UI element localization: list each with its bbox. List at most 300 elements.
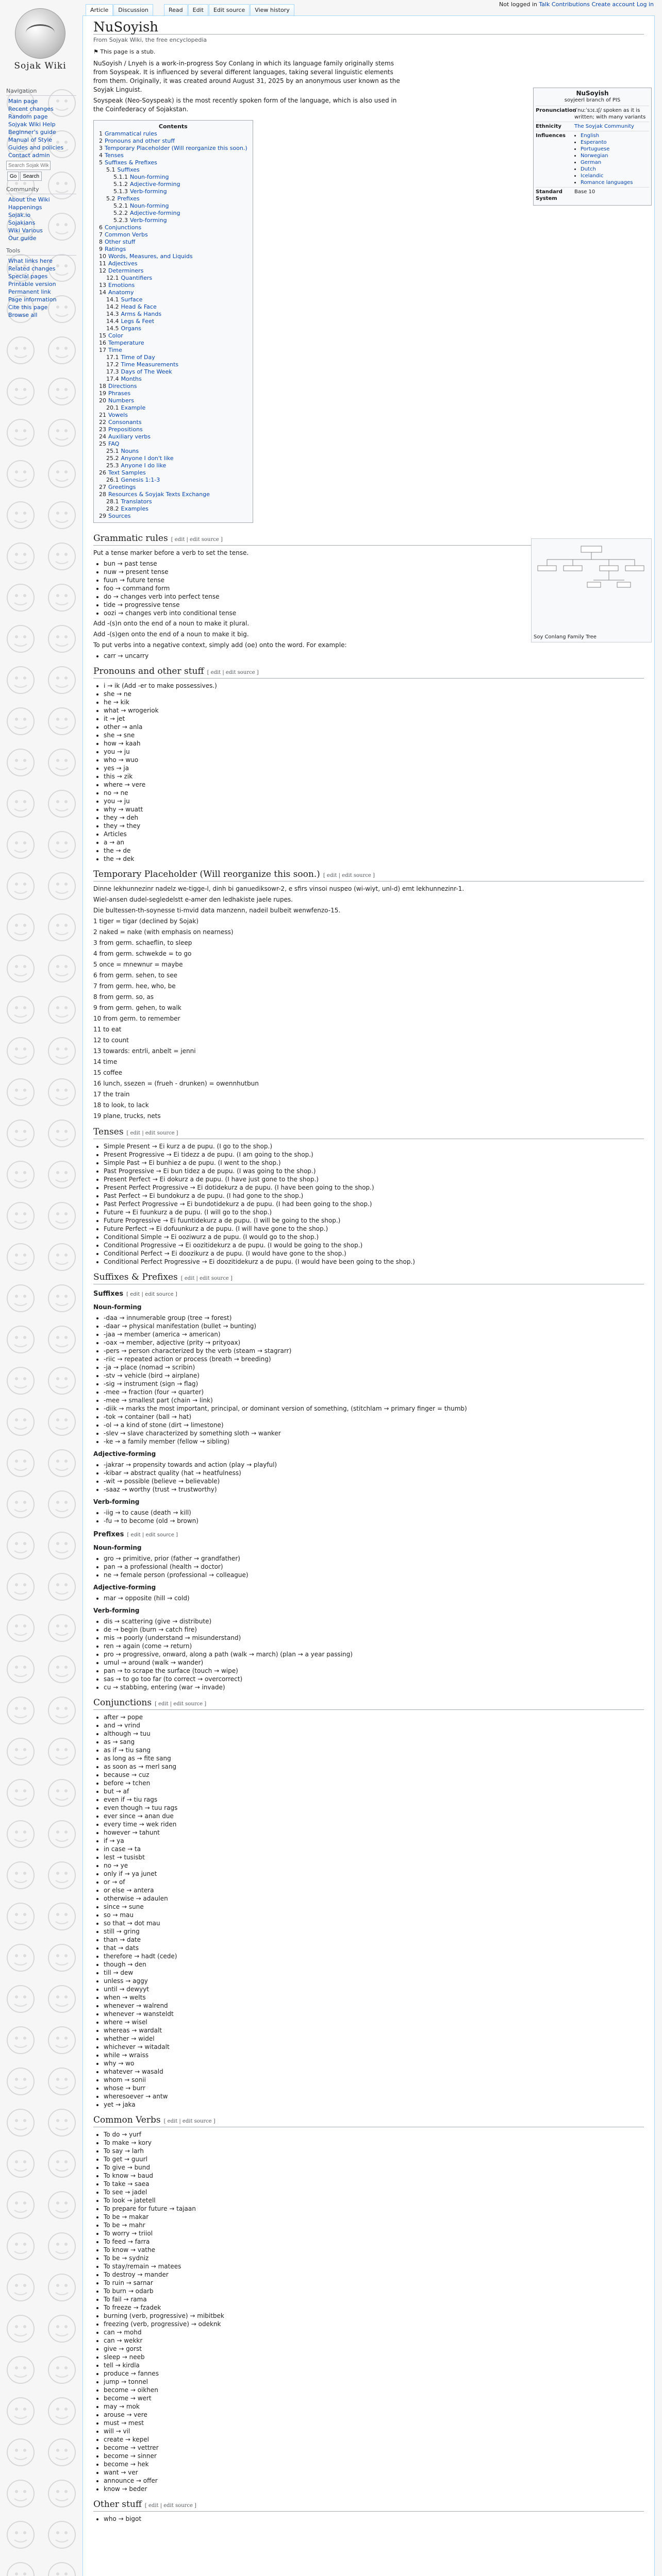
toc-item[interactable] (99, 181, 247, 188)
toc-link[interactable]: Verb-forming (130, 188, 167, 195)
prefix-verb-forming-heading: Verb-forming (93, 1607, 140, 1614)
toc-link[interactable]: Common Verbs (105, 231, 148, 238)
not-logged-in-text: Not logged in (499, 1, 537, 8)
tab-edit-source[interactable]: Edit source (209, 4, 250, 15)
placeholder-line: 13 towards: entrli, anbelt = jenni (93, 1047, 196, 1055)
toc-number: 26.1 (106, 477, 119, 483)
list-item: • how → kaah (104, 739, 644, 748)
list-item: • the → de (104, 846, 644, 855)
infobox-row: Pronunciation /ˈnuːˈsɔɪ.ɪʃ/ spoken as it is written; with many variants (536, 106, 649, 122)
toc-item[interactable] (99, 498, 247, 505)
contributions-link[interactable]: Contributions (551, 1, 590, 8)
toc-link[interactable]: Time (108, 347, 122, 353)
grammar-intro: Put a tense marker before a verb to set the tense. (93, 549, 249, 556)
toc-link[interactable]: Sources (108, 513, 131, 519)
search-input[interactable] (6, 161, 51, 170)
toc-link[interactable]: Head & Face (121, 303, 157, 310)
list-item: • bun → past tense (104, 560, 644, 568)
toc-item[interactable] (99, 152, 247, 159)
placeholder-line: 15 coffee (93, 1069, 123, 1076)
placeholder-line: 14 time (93, 1058, 118, 1065)
toc-link[interactable]: Anyone I do like (121, 462, 167, 469)
toc-link[interactable]: Prefixes (117, 195, 140, 202)
search-button[interactable]: Search (20, 172, 42, 181)
infobox-row: Influences • English • Esperanto • Portuguese • Norwegian • German • Dutch • Icelandic • Romance languages (536, 131, 649, 187)
create-account-link[interactable]: Create account (591, 1, 635, 8)
placeholder-paras (93, 885, 644, 1121)
toc-item[interactable] (99, 260, 247, 267)
list-item: • or else → antera (104, 1886, 644, 1894)
list-item: • will → vil (104, 2427, 644, 2435)
sidebar-item-guides[interactable]: Guides and policies (8, 144, 64, 151)
toc-item[interactable] (99, 426, 247, 433)
list-item: • -iig → to cause (death → kill) (104, 1509, 644, 1517)
toc-item[interactable] (99, 513, 247, 520)
toc-item[interactable] (99, 368, 247, 376)
list-item: • -slev → slave characterized by something sloth → wanker (104, 1429, 644, 1437)
list-item: • To ruin → sarnar (104, 2279, 644, 2287)
list-item: • if → ya (104, 1837, 644, 1845)
toc-item[interactable] (99, 440, 247, 448)
edit-link[interactable]: [ edit | edit source ] (323, 873, 375, 878)
list-item: • Present Perfect → Ei dokurz a de pupu. (I have just gone to the shop.) (104, 1175, 644, 1183)
toc-item[interactable] (99, 246, 247, 253)
toc-item[interactable] (99, 217, 247, 224)
sidebar-item-our-guide[interactable]: Our guide (8, 235, 37, 242)
toc-item[interactable] (99, 311, 247, 318)
toc-link[interactable]: Numbers (108, 397, 134, 404)
tab-article[interactable]: Article (86, 4, 113, 15)
ethnicity-link[interactable]: The Soyjak Community (574, 124, 634, 129)
toc-item[interactable] (99, 397, 247, 404)
sidebar-item-special-pages[interactable]: Special pages (8, 273, 48, 280)
edit-link[interactable]: [ edit | edit source ] (126, 1292, 177, 1297)
stub-icon: ⚑ (93, 48, 101, 55)
sidebar-item-manual-of-style[interactable]: Manual of Style (8, 137, 53, 143)
toc-item[interactable] (99, 455, 247, 462)
toc-number: 22 (99, 419, 106, 426)
grammar-example-list (93, 652, 644, 660)
toc-link[interactable]: Other stuff (105, 239, 136, 245)
toc-item[interactable] (99, 318, 247, 325)
tenses-list (93, 1142, 644, 1266)
toc-item[interactable] (99, 130, 247, 138)
list-item: • than → date (104, 1936, 644, 1944)
toc-link[interactable]: Translators (121, 498, 152, 505)
toc-link[interactable]: Time of Day (121, 354, 155, 361)
influence-link[interactable]: Esperanto (581, 140, 607, 145)
list-item: • Simple Present → Ei kurz a de pupu. (I go to the shop.) (104, 1142, 644, 1150)
influence-link[interactable]: Norwegian (581, 153, 608, 159)
toc-item[interactable] (99, 303, 247, 311)
list-item: • To say → larh (104, 2147, 644, 2155)
section-conjunctions-heading: Conjunctions [ edit | edit source ] (93, 1699, 644, 1710)
toc-link[interactable]: Genesis 1:1-3 (121, 477, 160, 483)
list-item: • whenever → walrend (104, 2002, 644, 2010)
toc-item[interactable] (99, 239, 247, 246)
sidebar-item-sojakians[interactable]: Sojakians (8, 219, 36, 226)
list-item: • know → beder (104, 2485, 644, 2493)
toc-link[interactable]: Temporary Placeholder (Will reorganize this soon.) (105, 145, 247, 151)
toc-item[interactable] (99, 505, 247, 513)
list-item: • do → changes verb into perfect tense (104, 592, 644, 601)
list-item: • -mee → fraction (four → quarter) (104, 1388, 644, 1396)
prefix-noun-list (93, 1554, 644, 1579)
toc-item[interactable] (99, 202, 247, 210)
toc-item[interactable] (99, 354, 247, 361)
toc-link[interactable]: Examples (121, 505, 148, 512)
toc-link[interactable]: Organs (121, 325, 141, 332)
toc-item[interactable] (99, 390, 247, 397)
list-item: • -fu → to become (old → brown) (104, 1517, 644, 1525)
toc-link[interactable]: Prepositions (108, 426, 143, 433)
placeholder-line: 3 from germ. schaeflin, to sleep (93, 939, 192, 946)
list-item: • -diik → marks the most important, principal, or dominant version of something, (stitchlam → primary finger = thumb) (104, 1404, 644, 1413)
list-item: • in case → ta (104, 1845, 644, 1853)
toc-item[interactable] (99, 412, 247, 419)
log-in-link[interactable]: Log in (636, 1, 654, 8)
toc-item[interactable] (99, 469, 247, 477)
toc-number: 12.1 (106, 275, 119, 281)
toc-item[interactable] (99, 231, 247, 239)
toc-item[interactable] (99, 361, 247, 368)
toc-link[interactable]: Surface (121, 296, 143, 303)
list-item: • Present Perfect Progressive → Ei dotidekurz a de pupu. (I have been going to the shop.) (104, 1183, 644, 1192)
pronouns-list (93, 682, 644, 863)
toc-link[interactable]: Greetings (108, 484, 136, 490)
sidebar-item-contact[interactable]: Contact admin (8, 152, 50, 159)
sidebar-item-what-links-here[interactable]: What links here (8, 258, 53, 264)
toc-link[interactable]: Emotions (108, 282, 135, 289)
toc-link[interactable]: Conjunctions (105, 224, 142, 231)
list-item: • you → ju (104, 748, 644, 756)
list-item: • To fail → rama (104, 2295, 644, 2303)
placeholder-line: Dinne lekhunnezinr nadelz we-tigge-l, dinh bi ganuediksowr-2, e sfirs vinsoi nuspeo (wi-wiyt, unl-d) emt lekhunnezinr-1. (93, 885, 465, 892)
toc-link[interactable]: Legs & Feet (121, 318, 155, 325)
toc-item[interactable] (99, 347, 247, 354)
toc-link[interactable]: Days of The Week (121, 368, 172, 375)
toc-link[interactable]: Words, Measures, and Liquids (108, 253, 193, 260)
list-item: • To freeze → fzadek (104, 2303, 644, 2312)
influence-link[interactable]: English (581, 133, 600, 139)
toc-item[interactable] (99, 325, 247, 332)
edit-link[interactable]: [ edit | edit source ] (155, 1701, 207, 1707)
sidebar-item-random-page[interactable]: Random page (8, 113, 48, 120)
toc-link[interactable]: Adjectives (108, 260, 138, 267)
view-tabs (164, 4, 295, 15)
list-item: • To be → makar (104, 2213, 644, 2221)
list-item: • -riic → repeated action or process (breath → breeding) (104, 1355, 644, 1363)
list-item: • until → dewyyt (104, 1985, 644, 1993)
edit-link[interactable]: [ edit | edit source ] (180, 1276, 233, 1281)
tab-read[interactable]: Read (164, 4, 188, 15)
influence-link[interactable]: German (581, 160, 602, 165)
toc-link[interactable]: FAQ (108, 440, 120, 447)
toc-link[interactable]: Time Measurements (121, 361, 179, 368)
list-item: • Future Progressive → Ei fuuntidekurz a de pupu. (I will be going to the shop.) (104, 1216, 644, 1225)
verb-forming-heading: Verb-forming (93, 1498, 140, 1505)
influence-link[interactable]: Icelandic (581, 173, 604, 179)
toc-item[interactable] (99, 404, 247, 412)
toc-item[interactable] (99, 477, 247, 484)
list-item: • Future → Ei fuunkurz a de pupu. (I will go to the shop.) (104, 1208, 644, 1216)
list-item: • lest → tusisbt (104, 1853, 644, 1861)
list-item: • so → mau (104, 1911, 644, 1919)
toc-item[interactable] (99, 166, 247, 174)
sidebar-item-sojak-io[interactable]: Sojak.io (8, 212, 31, 218)
sidebar-item-beginners-guide[interactable]: Beginner's guide (8, 129, 56, 135)
list-item: • freezing (verb, progressive) → odeknk (104, 2320, 644, 2328)
toc-number: 20 (99, 397, 106, 404)
toc-link[interactable]: Noun-forming (130, 202, 169, 209)
toc-item[interactable] (99, 138, 247, 145)
toc-number: 20.1 (106, 404, 119, 411)
sidebar-heading-tools: Tools (6, 247, 76, 256)
list-item: • as if → tiu sang (104, 1746, 644, 1754)
toc-link[interactable]: Text Samples (108, 469, 146, 476)
toc-number: 21 (99, 412, 106, 418)
toc-link[interactable]: Grammatical rules (105, 130, 157, 137)
toc-number: 6 (99, 224, 103, 231)
toc-number: 14.1 (106, 296, 119, 303)
toc-item[interactable] (99, 159, 247, 166)
toc-item[interactable] (99, 491, 247, 498)
tab-view-history[interactable]: View history (250, 4, 294, 15)
list-item: • Articles (104, 830, 644, 838)
edit-link[interactable]: [ edit | edit source ] (144, 2503, 196, 2509)
stub-notice (93, 47, 644, 56)
toc-link[interactable]: Pronouns and other stuff (105, 138, 175, 144)
grammar-after-2: To put verbs into a negative context, simply add (oe) onto the word. For example: (93, 641, 347, 649)
toc-link[interactable]: Suffixes (117, 166, 140, 173)
sidebar-item-related-changes[interactable]: Related changes (8, 265, 56, 272)
sidebar-item-browse-all[interactable]: Browse all (8, 312, 38, 318)
toc-link[interactable]: Noun-forming (130, 174, 169, 180)
toc-link[interactable]: Adjective-forming (130, 210, 180, 216)
placeholder-line: 19 plane, trucks, nets (93, 1112, 161, 1120)
list-item: • -mee → smallest part (chain → link) (104, 1396, 644, 1404)
site-tagline: From Sojyak Wiki, the free encyclopedia (93, 37, 207, 43)
toc-link[interactable]: Months (121, 376, 142, 382)
toc-item[interactable] (99, 289, 247, 296)
list-item: • ren → again (come → return) (104, 1642, 644, 1650)
stub-text: This page is a stub. (100, 48, 156, 55)
toc-link[interactable]: Directions (108, 383, 137, 389)
toc-link[interactable]: Example (121, 404, 146, 411)
toc-number: 25.2 (106, 455, 119, 462)
edit-link[interactable]: [ edit | edit source ] (163, 2119, 216, 2124)
family-tree-diagram (532, 539, 651, 626)
toc-number: 5.2 (106, 195, 115, 202)
placeholder-line: 9 from germ. gehen, to walk (93, 1004, 181, 1011)
lead-paragraph-2: Soyspeak (Neo-Soyspeak) is the most recently spoken form of the language, which is also used in the Coinfederacy of Sojakstan. (93, 97, 397, 113)
toc-number: 23 (99, 426, 106, 433)
toc-item[interactable] (99, 332, 247, 340)
list-item: • become → sinner (104, 2452, 644, 2460)
toc-link[interactable]: Tenses (105, 152, 124, 159)
influence-link[interactable]: Portuguese (581, 146, 610, 152)
toc-link[interactable]: Color (108, 332, 123, 339)
toc-link[interactable]: Vowels (108, 412, 128, 418)
toc-item[interactable] (99, 275, 247, 282)
list-item: • foo → command form (104, 584, 644, 592)
sidebar-item-happenings[interactable]: Happenings (8, 204, 42, 211)
list-item: • To give → bund (104, 2163, 644, 2172)
list-item: • Conditional Simple → Ei ooziwurz a de pupu. (I would go to the shop.) (104, 1233, 644, 1241)
toc-item[interactable] (99, 224, 247, 231)
toc-number: 18 (99, 383, 106, 389)
toc-item[interactable] (99, 253, 247, 260)
talk-link[interactable]: Talk (539, 1, 550, 8)
tab-edit[interactable]: Edit (188, 4, 208, 15)
toc-number: 4 (99, 152, 103, 159)
placeholder-line: 5 once = mnewnur = maybe (93, 961, 183, 968)
list-item: • mis → poorly (understand → misunderstand) (104, 1634, 644, 1642)
toc-item[interactable] (99, 267, 247, 275)
toc-number: 5.2.1 (113, 202, 128, 209)
toc-item[interactable] (99, 419, 247, 426)
list-item: • To worry → triiol (104, 2229, 644, 2238)
edit-link[interactable]: [ edit | edit source ] (171, 537, 223, 543)
family-tree-figure[interactable] (531, 538, 652, 642)
list-item: • what → wrogeriok (104, 706, 644, 715)
sidebar-item-help[interactable]: Sojyak Wiki Help (8, 121, 56, 128)
list-item: • whereas → wardalt (104, 2026, 644, 2035)
list-item: • -sig → instrument (sign → flag) (104, 1380, 644, 1388)
toc-item[interactable] (99, 296, 247, 303)
list-item: • -tok → container (ball → hat) (104, 1413, 644, 1421)
toc-link[interactable]: Phrases (108, 390, 131, 397)
toc-item[interactable] (99, 383, 247, 390)
toc-link[interactable]: Auxiliary verbs (108, 433, 151, 440)
toc-link[interactable]: Quantifiers (121, 275, 153, 281)
list-item: • -kibar → abstract quality (hat → heatfulness) (104, 1469, 644, 1477)
list-item: • still → gring (104, 1927, 644, 1936)
noun-forming-heading: Noun-forming (93, 1303, 142, 1311)
influences-list (574, 132, 649, 186)
toc-link[interactable]: Ratings (105, 246, 126, 252)
edit-link[interactable]: [ edit | edit source ] (207, 670, 259, 675)
toc-item[interactable] (99, 433, 247, 440)
toc-item[interactable] (99, 195, 247, 202)
grammar-after-0: Add -(s)n onto the end of a noun to make it plural. (93, 620, 250, 627)
toc-item[interactable] (99, 376, 247, 383)
toc-link[interactable]: Suffixes & Prefixes (105, 159, 157, 166)
toc-link[interactable]: Nouns (121, 448, 139, 454)
placeholder-line: 8 from germ. so, as (93, 993, 154, 1001)
list-item: • -ke → a family member (fellow → sibling) (104, 1437, 644, 1446)
adjective-forming-heading: Adjective-forming (93, 1450, 156, 1458)
list-item: • may → mok (104, 2402, 644, 2411)
list-item: • after → pope (104, 1713, 644, 1721)
sidebar-item-cite[interactable]: Cite this page (8, 304, 48, 311)
edit-link[interactable]: [ edit | edit source ] (126, 1130, 178, 1136)
list-item: • ne → female person (professional → colleague) (104, 1571, 644, 1579)
site-logo[interactable] (4, 4, 76, 81)
sidebar-item-wiki-various[interactable]: Wiki Various (8, 227, 43, 234)
toc-item[interactable] (99, 188, 247, 195)
list-item: • To burn → odarb (104, 2287, 644, 2295)
prefix-noun-forming-heading: Noun-forming (93, 1544, 142, 1551)
toc-item[interactable] (99, 484, 247, 491)
conjunctions-list (93, 1713, 644, 2109)
section-grammar-heading: Grammatic rules [ edit | edit source ] (93, 534, 644, 546)
list-item: • -daa → innumerable group (tree → forest) (104, 1314, 644, 1322)
search-form (6, 161, 74, 170)
toc-link[interactable]: Temperature (108, 340, 144, 346)
list-item: • -stv → vehicle (bird → airplane) (104, 1371, 644, 1380)
toc-link[interactable]: Arms & Hands (121, 311, 162, 317)
list-item: • oozi → changes verb into conditional tense (104, 609, 644, 617)
list-item: • tell → kirdla (104, 2361, 644, 2369)
influence-link[interactable]: Romance languages (581, 180, 633, 185)
list-item: • it → jet (104, 715, 644, 723)
lead-paragraph: NuSoyish / Lnyeh is a work-in-progress Soy Conlang in which its language family originally stems from Soyspeak. It is influenced by several different languages, taking several linguistic elements from them. Originally, it was created around August 31, 2025 by an anonymous user known as the Soyjak Linguist. (93, 60, 400, 93)
list-item: • can → mohd (104, 2328, 644, 2336)
page-title: NuSoyish (93, 23, 644, 35)
toc-number: 8 (99, 239, 103, 245)
toc-item[interactable] (99, 448, 247, 455)
toc-link[interactable]: Determiners (108, 267, 144, 274)
sidebar-item-printable[interactable]: Printable version (8, 281, 56, 287)
list-item: • To destroy → mander (104, 2270, 644, 2279)
section-other-heading: Other stuff [ edit | edit source ] (93, 2500, 644, 2512)
toc-link[interactable]: Anyone I don't like (121, 455, 174, 462)
placeholder-line: 11 to eat (93, 1026, 122, 1033)
sidebar-item-about[interactable]: About the Wiki (8, 196, 50, 203)
toc-link[interactable]: Resources & Soyjak Texts Exchange (108, 491, 210, 498)
edit-link[interactable]: [ edit | edit source ] (127, 1532, 178, 1538)
list-item: • nuw → present tense (104, 568, 644, 576)
toc-item[interactable] (99, 145, 247, 152)
toc-item[interactable] (99, 282, 247, 289)
tab-discussion[interactable]: Discussion (113, 4, 153, 15)
toc-number: 17.4 (106, 376, 119, 382)
toc-number: 28.2 (106, 505, 119, 512)
site-logo-text: Sojak Wiki (14, 61, 67, 71)
sidebar-heading-navigation: Navigation (6, 88, 76, 96)
sidebar-item-permanent-link[interactable]: Permanent link (8, 289, 51, 295)
list-item: • Past Perfect → Ei bundokurz a de pupu. (I had gone to the shop.) (104, 1192, 644, 1200)
toc-item[interactable] (99, 210, 247, 217)
list-item: • jump → tonnel (104, 2378, 644, 2386)
list-item: • To be → mahr (104, 2221, 644, 2229)
list-item: • pan → to scrape the surface (touch → wipe) (104, 1667, 644, 1675)
list-item: • the → dek (104, 855, 644, 863)
infobox-subtitle: soyjeerl branch of PIS (564, 97, 621, 103)
toc-item[interactable] (99, 462, 247, 469)
sidebar-item-recent-changes[interactable]: Recent changes (8, 106, 54, 112)
sidebar-item-page-info[interactable]: Page information (8, 296, 57, 303)
list-item: • burning (verb, progressive) → mibitbek (104, 2312, 644, 2320)
list-item: • To make → kory (104, 2139, 644, 2147)
toc-title: Contents (158, 123, 188, 130)
placeholder-line: 7 from germ. hee, who, be (93, 982, 176, 990)
list-item: • and → vrind (104, 1721, 644, 1730)
toc-link[interactable]: Adjective-forming (130, 181, 180, 188)
list-item: • -wit → possible (believe → believable) (104, 1477, 644, 1485)
toc-item[interactable] (99, 340, 247, 347)
toc-link[interactable]: Consonants (108, 419, 142, 426)
list-item: • -pers → person characterized by the verb (steam → stagrarr) (104, 1347, 644, 1355)
toc-link[interactable]: Anatomy (108, 289, 134, 296)
toc-link[interactable]: Verb-forming (130, 217, 167, 224)
toc-item[interactable] (99, 174, 247, 181)
toc-number: 25.1 (106, 448, 119, 454)
sidebar-item-main-page[interactable]: Main page (8, 98, 38, 105)
influence-link[interactable]: Dutch (581, 166, 596, 172)
go-button[interactable]: Go (7, 172, 19, 181)
